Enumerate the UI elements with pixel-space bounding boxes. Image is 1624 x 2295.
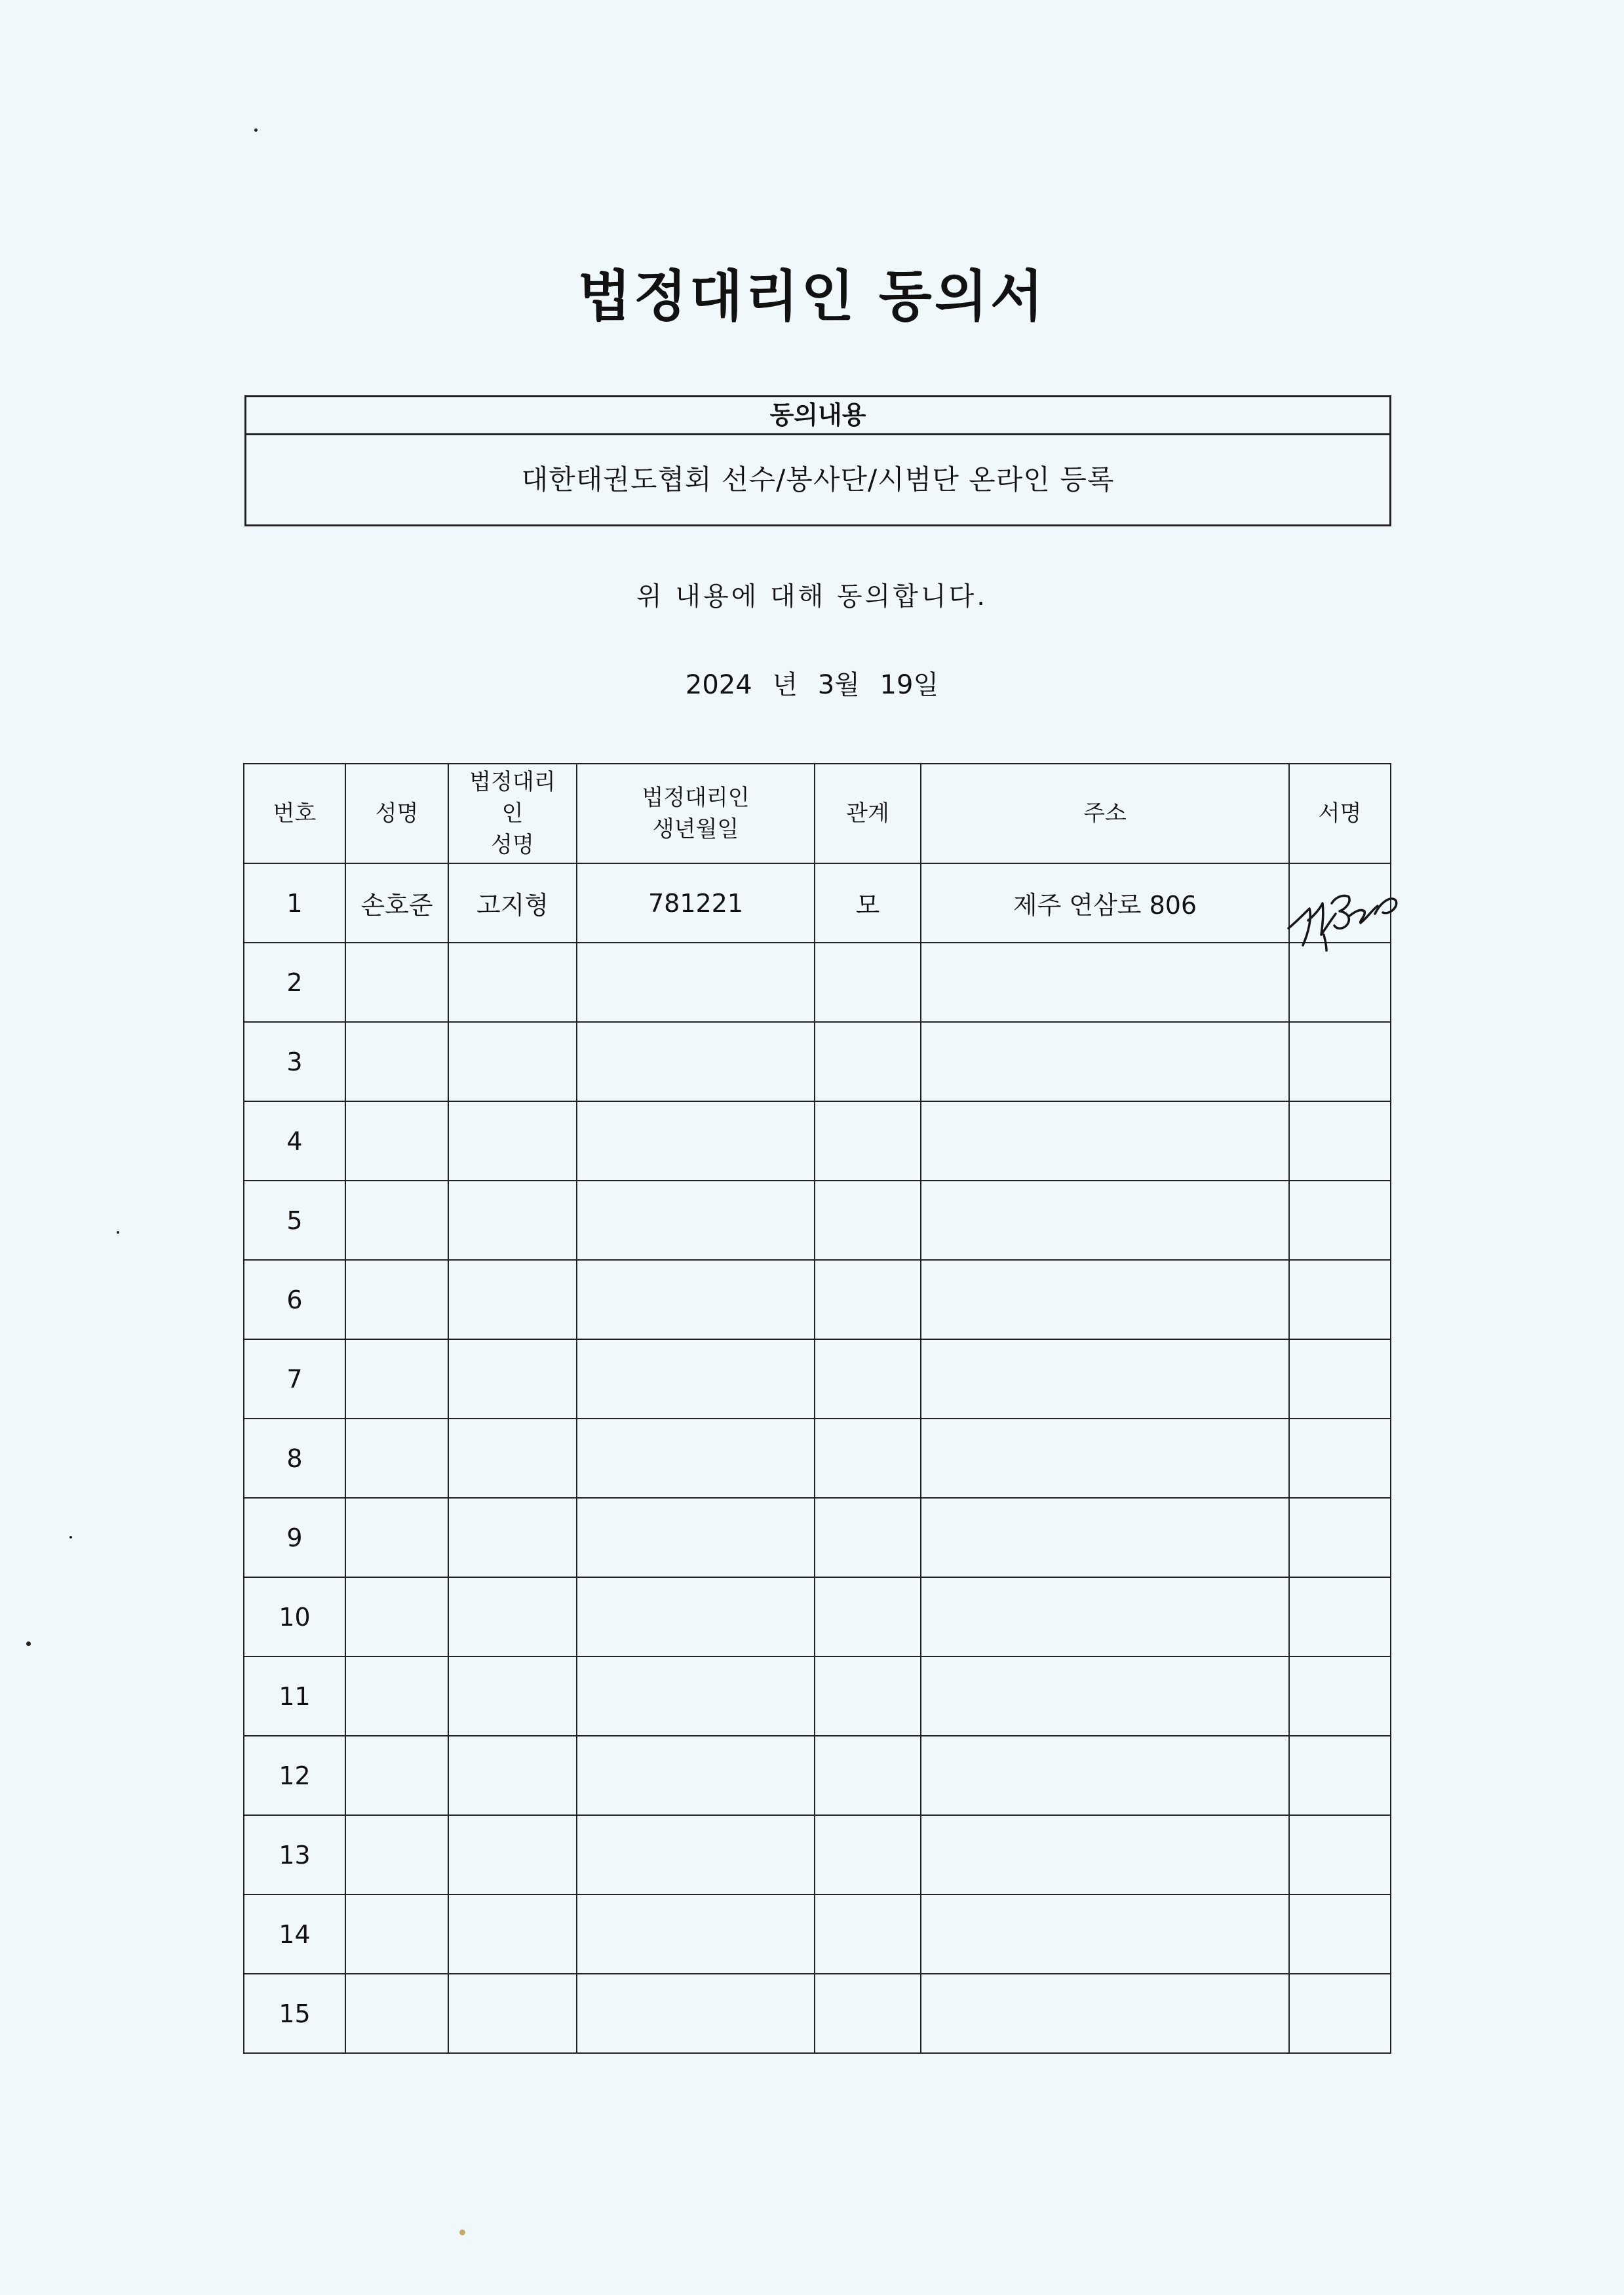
guardian-name-cell [448,1894,577,1974]
signature-cell [1289,1894,1391,1974]
signature-cell [1289,1022,1391,1101]
consent-statement: 위 내용에 대해 동의합니다. [636,581,988,612]
consent-box [244,395,1391,526]
guardian-name-cell: 고지형 [448,863,577,943]
signature-cell [1289,1815,1391,1894]
guardian-birthdate-cell [577,1022,815,1101]
name-cell: 손호준 [345,863,448,943]
row-number: 6 [244,1260,345,1339]
guardian-birthdate-cell [577,1657,815,1736]
guardian-birthdate-cell: 781221 [577,863,815,943]
guardian-name-cell [448,1022,577,1101]
row-number: 2 [244,943,345,1022]
relation-cell [815,1260,921,1339]
relation-cell [815,1815,921,1894]
signature-cell [1289,863,1391,943]
address-cell [921,1339,1289,1419]
name-cell [345,1498,448,1577]
table-row [244,1657,1391,1736]
scan-speck [254,128,258,132]
row-number: 10 [244,1577,345,1657]
consent-header: 동의내용 [246,397,1389,435]
document-title: 법정대리인 동의서 [577,264,1047,328]
table-row [244,863,1391,943]
guardian-birthdate-cell [577,1815,815,1894]
column-header: 법정대리 인 성명 [448,764,577,863]
guardian-name-cell [448,1101,577,1181]
signature-cell [1289,1419,1391,1498]
name-cell [345,1736,448,1815]
address-cell: 제주 연삼로 806 [921,863,1289,943]
signature-cell [1289,1339,1391,1419]
address-cell [921,1498,1289,1577]
guardian-birthdate-cell [577,1736,815,1815]
column-header: 서명 [1289,764,1391,863]
name-cell [345,1260,448,1339]
guardian-birthdate-cell [577,1577,815,1657]
table-row [244,1260,1391,1339]
row-number: 5 [244,1181,345,1260]
guardian-birthdate-cell [577,1894,815,1974]
address-cell [921,1101,1289,1181]
consent-content: 대한태권도협회 선수/봉사단/시범단 온라인 등록 [521,463,1115,496]
column-header: 법정대리인 생년월일 [577,764,815,863]
name-cell [345,1022,448,1101]
row-number: 4 [244,1101,345,1181]
signature-cell [1289,943,1391,1022]
address-cell [921,943,1289,1022]
relation-cell [815,1657,921,1736]
scan-speck [459,2229,465,2235]
row-number: 9 [244,1498,345,1577]
signature-cell [1289,1657,1391,1736]
signature-cell [1289,1498,1391,1577]
guardian-name-cell [448,1657,577,1736]
column-header: 번호 [244,764,345,863]
signature-cell [1289,1577,1391,1657]
relation-cell [815,1022,921,1101]
guardian-birthdate-cell [577,1419,815,1498]
row-number: 11 [244,1657,345,1736]
relation-cell [815,1419,921,1498]
table-row [244,1974,1391,2053]
row-number: 8 [244,1419,345,1498]
relation-cell [815,1101,921,1181]
consent-date: 2024 년 3월 19일 [685,670,939,700]
guardian-birthdate-cell [577,1498,815,1577]
guardian-name-cell [448,1498,577,1577]
row-number: 12 [244,1736,345,1815]
table-row [244,1419,1391,1498]
signature-cell [1289,1260,1391,1339]
address-cell [921,1181,1289,1260]
relation-cell [815,1577,921,1657]
guardian-name-cell [448,1181,577,1260]
signature-stroke [1332,895,1349,928]
guardian-name-cell [448,1339,577,1419]
relation-cell [815,1894,921,1974]
address-cell [921,1815,1289,1894]
relation-cell [815,1181,921,1260]
table-row [244,1894,1391,1974]
address-cell [921,1577,1289,1657]
row-number: 7 [244,1339,345,1419]
address-cell [921,1974,1289,2053]
guardian-name-cell [448,1260,577,1339]
name-cell [345,1577,448,1657]
table-row [244,943,1391,1022]
guardian-name-cell [448,1419,577,1498]
table-row [244,1815,1391,1894]
name-cell [345,1419,448,1498]
scan-speck [117,1231,119,1234]
name-cell [345,943,448,1022]
address-cell [921,1260,1289,1339]
name-cell [345,1894,448,1974]
table-row [244,1736,1391,1815]
signature-stroke [1308,903,1336,935]
guardian-birthdate-cell [577,943,815,1022]
signature-cell [1289,1974,1391,2053]
table-row [244,1101,1391,1181]
guardian-name-cell [448,1577,577,1657]
signature-stroke [1349,906,1378,923]
guardian-name-cell [448,943,577,1022]
relation-cell [815,943,921,1022]
name-cell [345,1657,448,1736]
column-header: 관계 [815,764,921,863]
row-number: 14 [244,1894,345,1974]
relation-cell [815,1498,921,1577]
row-number: 1 [244,863,345,943]
name-cell [345,1181,448,1260]
guardian-name-cell [448,1815,577,1894]
table-row [244,1577,1391,1657]
scan-speck [26,1641,31,1646]
guardian-name-cell [448,1736,577,1815]
table-row [244,1181,1391,1260]
table-body [244,863,1391,2053]
table-header-row [244,764,1391,863]
address-cell [921,1419,1289,1498]
signature-cell [1289,1181,1391,1260]
guardian-birthdate-cell [577,1181,815,1260]
guardian-birthdate-cell [577,1339,815,1419]
table-row [244,1339,1391,1419]
column-header: 주소 [921,764,1289,863]
address-cell [921,1894,1289,1974]
guardian-birthdate-cell [577,1101,815,1181]
guardian-name-cell [448,1974,577,2053]
name-cell [345,1815,448,1894]
signature-cell [1289,1101,1391,1181]
relation-cell [815,1974,921,2053]
column-header: 성명 [345,764,448,863]
relation-cell [815,1339,921,1419]
table-row [244,1498,1391,1577]
address-cell [921,1022,1289,1101]
row-number: 15 [244,1974,345,2053]
name-cell [345,1339,448,1419]
address-cell [921,1657,1289,1736]
guardian-birthdate-cell [577,1974,815,2053]
guardian-birthdate-cell [577,1260,815,1339]
table-row [244,1022,1391,1101]
relation-cell [815,1736,921,1815]
name-cell [345,1974,448,2053]
address-cell [921,1736,1289,1815]
row-number: 13 [244,1815,345,1894]
scan-speck [69,1536,72,1539]
guardian-roster-table [243,763,1391,2054]
row-number: 3 [244,1022,345,1101]
relation-cell: 모 [815,863,921,943]
signature-stroke [1288,909,1310,945]
signature-cell [1289,1736,1391,1815]
name-cell [345,1101,448,1181]
